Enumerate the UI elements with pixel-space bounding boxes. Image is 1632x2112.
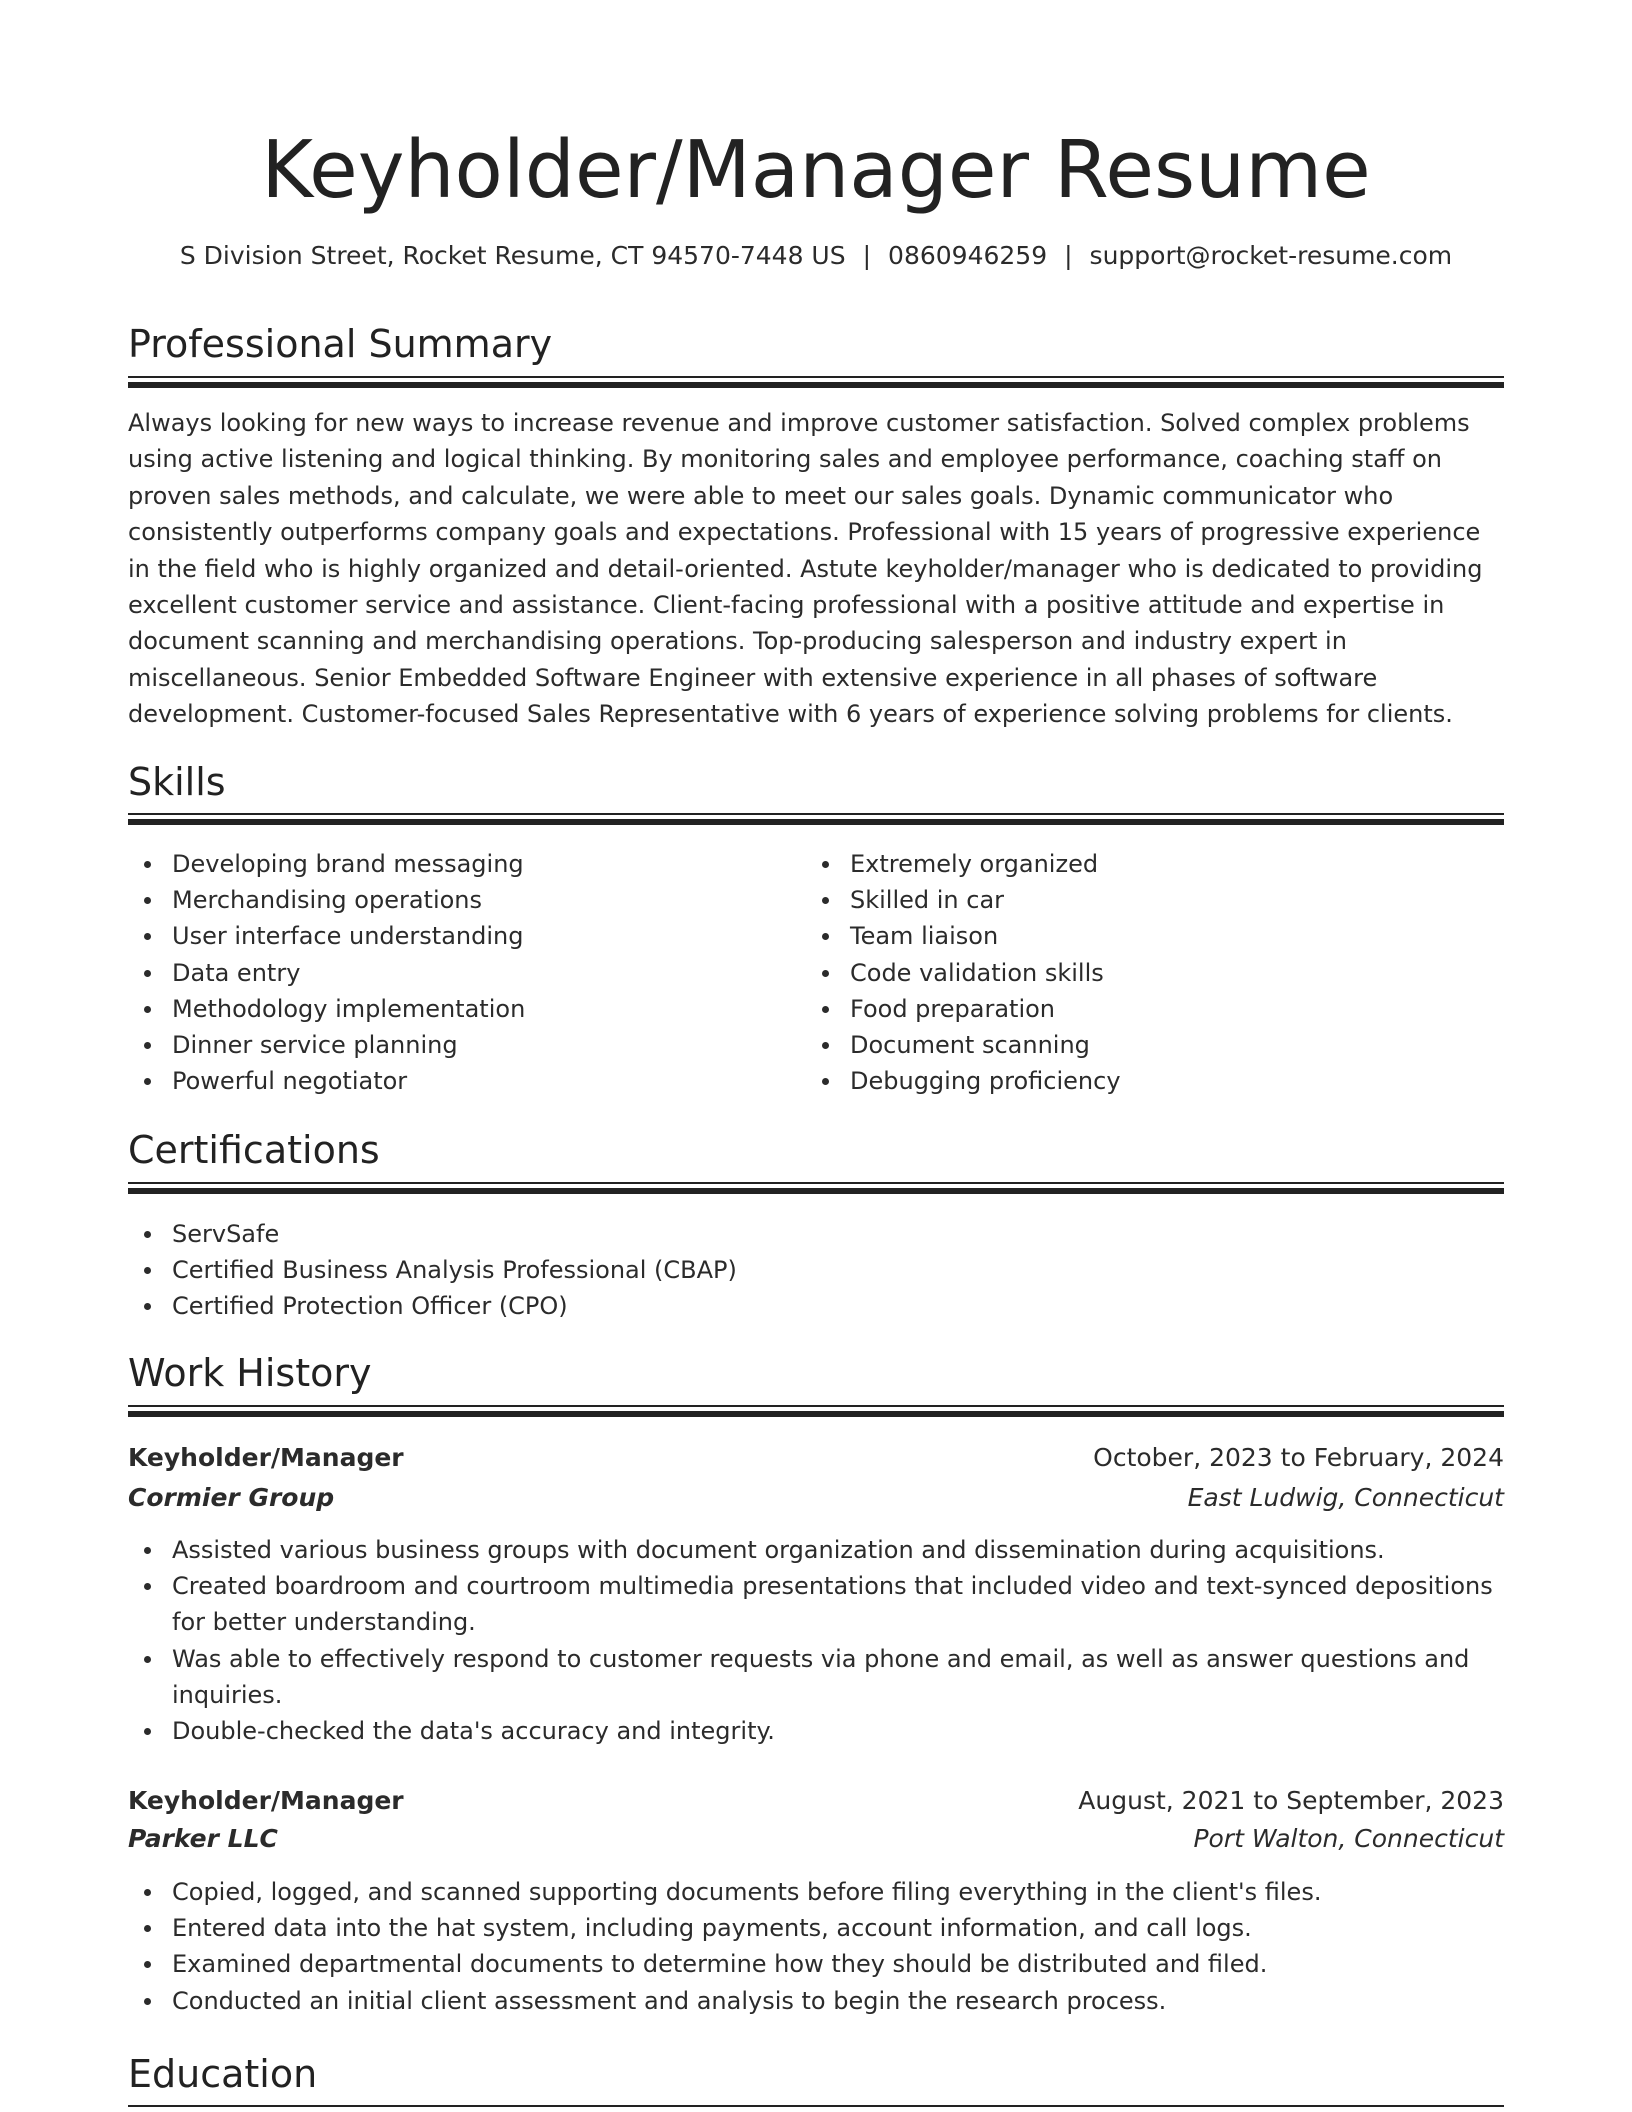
list-item-text: Extremely organized	[850, 850, 1099, 878]
bullet-icon	[144, 1961, 151, 1968]
bullet-icon	[144, 1583, 151, 1590]
bullet-icon	[822, 933, 829, 940]
section-heading-skills: Skills	[128, 760, 226, 804]
list-item	[128, 991, 788, 1027]
list-item	[128, 1288, 1504, 1324]
list-item-text: Team liaison	[850, 922, 999, 951]
list-item-text: Dinner service planning	[172, 1031, 458, 1060]
job-title: Keyholder/Manager	[128, 1786, 404, 1815]
section-divider	[128, 2105, 1504, 2107]
list-item-text: Assisted various business groups with document organization and dissemination during acquisitions.	[172, 1536, 1385, 1564]
section-heading-summary: Professional Summary	[128, 322, 553, 366]
job-location: Port Walton, Connecticut	[1193, 1824, 1504, 1853]
list-item-text: Developing brand messaging	[172, 850, 524, 878]
list-item-text: Food preparation	[850, 994, 1056, 1023]
contact-address: S Division Street, Rocket Resume, CT 94570-7448 US	[179, 241, 846, 270]
list-item-text: Was able to effectively respond to customer requests via phone and email, as well as answer questions and inquiries.	[172, 1644, 1470, 1709]
bullet-icon	[144, 897, 151, 904]
bullet-icon	[144, 1006, 151, 1013]
list-item	[806, 1027, 1466, 1063]
list-item	[128, 1713, 1504, 1749]
list-item	[806, 846, 1466, 882]
certifications-list	[128, 1216, 1504, 1325]
section-divider	[128, 1182, 1504, 1194]
contact-phone: 0860946259	[888, 241, 1048, 270]
section-divider	[128, 1405, 1504, 1417]
resume-title: Keyholder/Manager Resume	[261, 124, 1371, 216]
list-item	[128, 955, 788, 991]
list-item-text: Certified Protection Officer (CPO)	[172, 1292, 568, 1321]
list-item	[128, 1216, 1504, 1252]
list-item-text: Entered data into the hat system, including payments, account information, and call logs.	[172, 1914, 1252, 1943]
list-item	[806, 1063, 1466, 1099]
bullet-icon	[144, 1889, 151, 1896]
job-dates: October, 2023 to February, 2024	[1093, 1443, 1504, 1472]
bullet-icon	[144, 1042, 151, 1049]
job-subheader	[128, 1478, 1504, 1518]
skills-list-left	[128, 846, 788, 1099]
bullet-icon	[144, 1078, 151, 1085]
job-company: Cormier Group	[128, 1483, 335, 1512]
section-heading-education: Education	[128, 2052, 318, 2096]
job-header	[128, 1438, 1504, 1478]
list-item	[128, 1983, 1504, 2019]
skills-list-right	[806, 846, 1466, 1099]
section-heading-certifications: Certifications	[128, 1128, 380, 1172]
list-item	[128, 1946, 1504, 1982]
bullet-icon	[144, 933, 151, 940]
certifications-section	[128, 1122, 1504, 1178]
list-item	[128, 918, 788, 954]
list-item	[128, 1063, 788, 1099]
list-item	[806, 991, 1466, 1027]
bullet-icon	[144, 1231, 151, 1238]
job-dates: August, 2021 to September, 2023	[1078, 1786, 1504, 1815]
list-item-text: User interface understanding	[172, 922, 524, 951]
list-item	[128, 1641, 1504, 1713]
list-item	[806, 955, 1466, 991]
list-item-text: Methodology implementation	[172, 994, 526, 1023]
bullet-icon	[822, 1006, 829, 1013]
contact-line	[128, 236, 1504, 276]
list-item	[128, 882, 788, 918]
summary-section	[128, 316, 1504, 372]
job-header	[128, 1781, 1504, 1821]
job-location: East Ludwig, Connecticut	[1187, 1483, 1504, 1512]
work-history-section	[128, 1345, 1504, 1401]
list-item-text: Created boardroom and courtroom multimedia presentations that included video and text-synced depositions for better understanding.	[172, 1572, 1493, 1637]
bullet-icon	[822, 897, 829, 904]
list-item-text: Data entry	[172, 958, 301, 987]
job-company: Parker LLC	[128, 1824, 278, 1853]
bullet-icon	[144, 970, 151, 977]
list-item	[128, 1568, 1504, 1640]
bullet-icon	[144, 1656, 151, 1663]
list-item	[128, 1532, 1504, 1568]
bullet-icon	[144, 1728, 151, 1735]
contact-email[interactable]: support@rocket-resume.com	[1089, 241, 1453, 270]
job-title: Keyholder/Manager	[128, 1443, 404, 1472]
list-item	[806, 882, 1466, 918]
job-bullets	[128, 1874, 1504, 2019]
list-item	[128, 1910, 1504, 1946]
contact-separator: |	[862, 241, 872, 270]
list-item	[128, 846, 788, 882]
section-divider	[128, 813, 1504, 825]
list-item-text: Examined departmental documents to determine how they should be distributed and filed.	[172, 1950, 1268, 1979]
bullet-icon	[822, 1078, 829, 1085]
section-heading-work-history: Work History	[128, 1351, 372, 1395]
list-item-text: Merchandising operations	[172, 886, 483, 915]
contact-separator: |	[1064, 241, 1073, 270]
list-item-text: Certified Business Analysis Professional (CBAP)	[172, 1256, 737, 1285]
list-item-text: Skilled in car	[850, 886, 1005, 915]
bullet-icon	[144, 1267, 151, 1274]
job-bullets	[128, 1532, 1504, 1749]
list-item-text: ServSafe	[172, 1220, 280, 1248]
list-item	[128, 1027, 788, 1063]
list-item-text: Debugging proficiency	[850, 1067, 1121, 1096]
education-section	[128, 2046, 1504, 2102]
section-divider	[128, 376, 1504, 388]
bullet-icon	[144, 1925, 151, 1932]
bullet-icon	[144, 1998, 151, 2005]
list-item	[128, 1874, 1504, 1910]
bullet-icon	[822, 970, 829, 977]
skills-section	[128, 754, 1504, 810]
list-item-text: Copied, logged, and scanned supporting documents before filing everything in the client's files.	[172, 1878, 1322, 1906]
list-item	[806, 918, 1466, 954]
summary-text: Always looking for new ways to increase revenue and improve customer satisfaction. Solved complex problems using active listening and logical thinking. By monitoring sales and employee performance, coaching staff on proven sales methods, and calculate, we were able to meet our sales goals. Dynamic communicator who consistently outperforms company goals and expectations. Professional with 15 years of progressive experience in the field who is highly organized and detail-oriented. Astute keyholder/manager who is dedicated to providing excellent customer service and assistance. Client-facing professional with a positive attitude and expertise in document scanning and merchandising operations. Top-producing salesperson and industry expert in miscellaneous. Senior Embedded Software Engineer with extensive experience in all phases of software development. Customer-focused Sales Representative with 6 years of experience solving problems for clients.	[128, 409, 1483, 729]
list-item	[128, 1252, 1504, 1288]
list-item-text: Double-checked the data's accuracy and integrity.	[172, 1717, 775, 1746]
bullet-icon	[144, 1547, 151, 1554]
bullet-icon	[144, 1303, 151, 1310]
list-item-text: Document scanning	[850, 1031, 1090, 1060]
bullet-icon	[144, 861, 151, 868]
list-item-text: Powerful negotiator	[172, 1067, 408, 1096]
bullet-icon	[822, 861, 829, 868]
job-subheader	[128, 1819, 1504, 1859]
list-item-text: Conducted an initial client assessment and analysis to begin the research process.	[172, 1986, 1167, 2015]
bullet-icon	[822, 1042, 829, 1049]
list-item-text: Code validation skills	[850, 958, 1104, 987]
